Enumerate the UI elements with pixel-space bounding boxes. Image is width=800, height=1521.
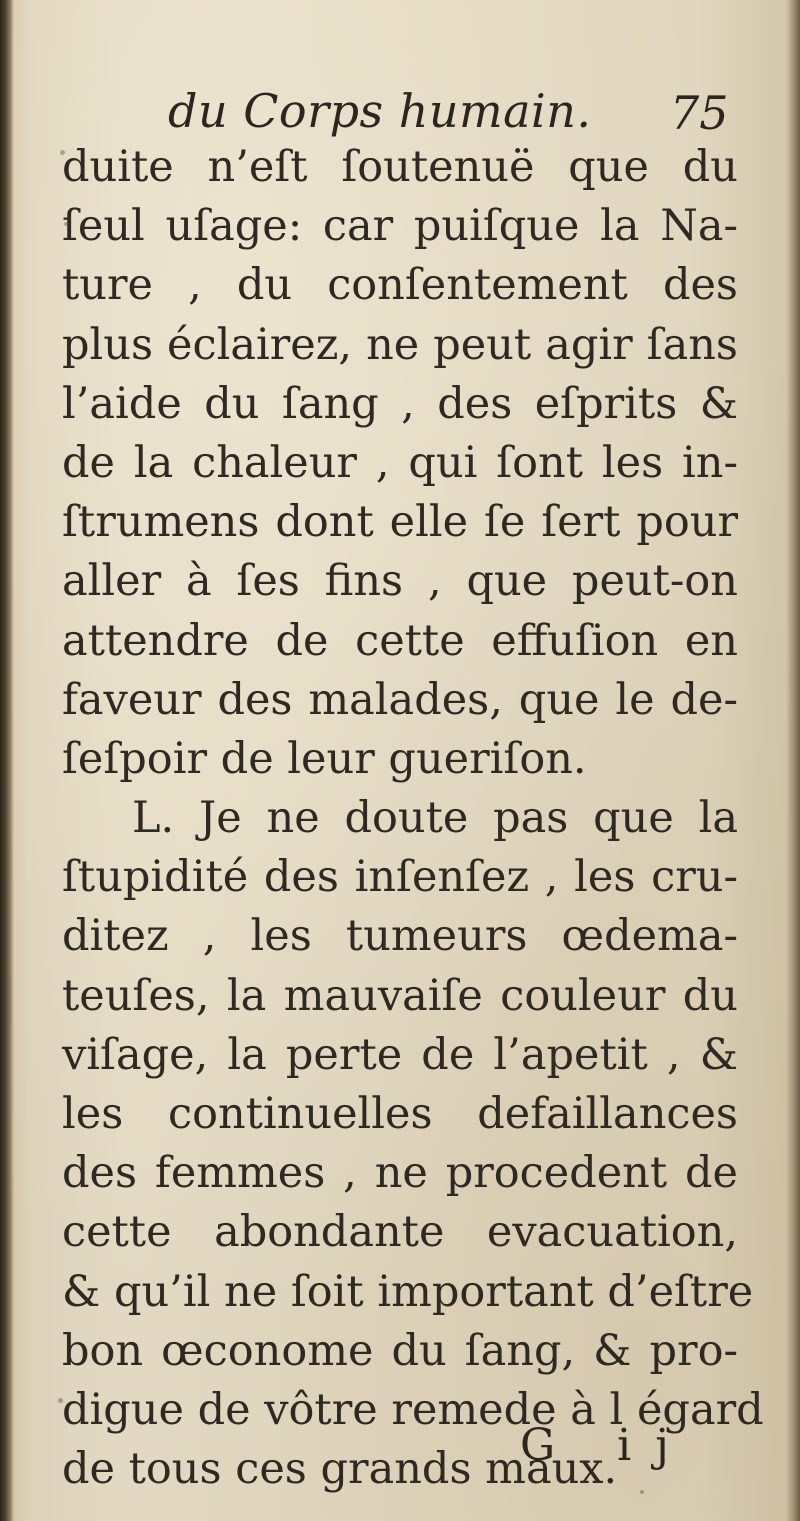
text-line: teuſes, la mauvaiſe couleur du (62, 970, 738, 1021)
signature-mark: G ij (520, 1420, 693, 1471)
page-header (0, 84, 800, 144)
text-line: plus éclairez, ne peut agir ſans (62, 319, 738, 370)
text-line: aller à ſes fins , que peut-on (62, 556, 738, 607)
text-line: les continuelles defaillances (62, 1089, 738, 1139)
text-line: & qu’il ne ſoit important d’eſtre (62, 1266, 754, 1317)
text-line: de tous ces grands maux. (62, 1444, 618, 1495)
text-line: attendre de cette effuſion en (62, 615, 738, 666)
text-line: duite n’eſt ſoutenuë que du (62, 142, 738, 192)
page-edge (786, 0, 800, 1521)
page-number: 75 (670, 86, 729, 140)
text-line: ſtrumens dont elle ſe ſert pour (62, 497, 738, 548)
paragraph-start-line: L. Je ne doute pas que la (132, 793, 738, 844)
ink-speck (60, 150, 65, 155)
text-line: digue de vôtre remede à l égard (62, 1384, 764, 1435)
running-title: du Corps humain. (168, 84, 592, 138)
ink-speck (640, 1490, 644, 1494)
text-line: ſtupidité des inſenſez , les cru- (62, 852, 738, 903)
ink-speck (64, 222, 68, 226)
text-line: l’aide du ſang , des eſprits & (62, 378, 738, 429)
text-line: cette abondante evacuation, (62, 1207, 738, 1258)
ink-speck (58, 1398, 63, 1403)
text-line: de la chaleur , qui ſont les in- (62, 437, 738, 488)
body-text (62, 138, 764, 1499)
text-line: viſage, la perte de l’apetit , & (62, 1029, 738, 1080)
text-line: bon œconome du ſang, & pro- (62, 1325, 738, 1376)
text-line: ture , du conſentement des (62, 260, 738, 311)
text-line: des femmes , ne procedent de (62, 1148, 738, 1199)
binding-gutter (0, 0, 14, 1521)
text-line: ſeſpoir de leur gueriſon. (62, 733, 587, 784)
text-line: faveur des malades, que le de- (62, 674, 738, 725)
text-line: ditez , les tumeurs œdema- (62, 911, 738, 962)
text-line: ſeul uſage: car puiſque la Na- (62, 201, 738, 252)
